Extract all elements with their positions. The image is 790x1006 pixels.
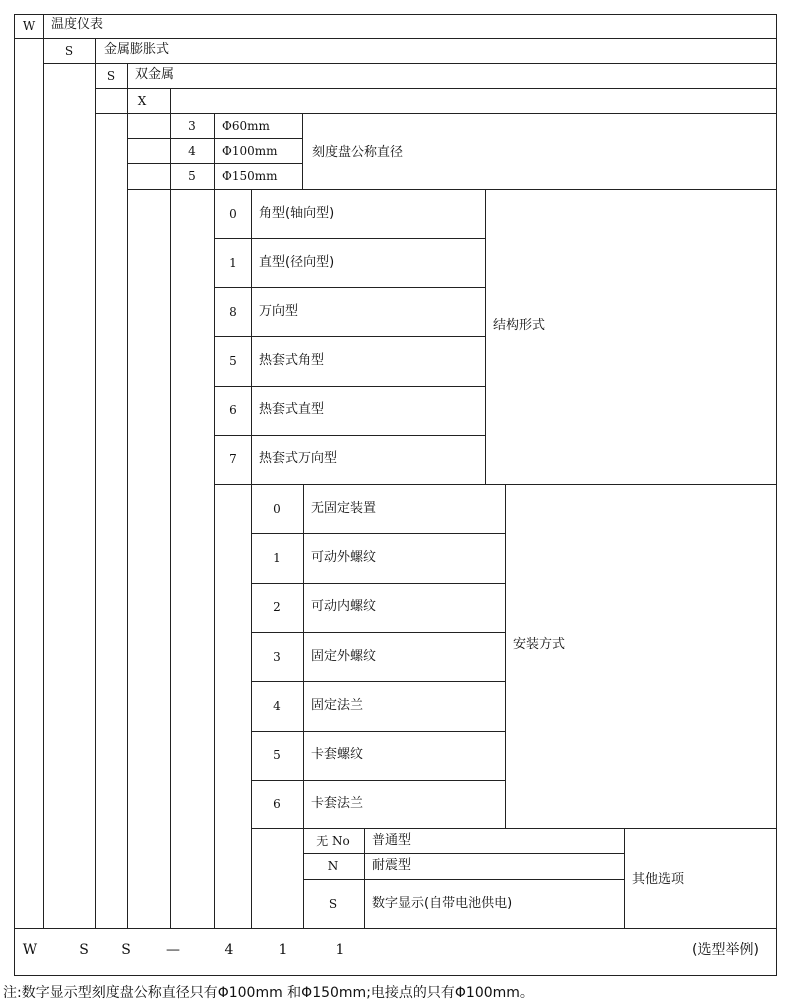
rule xyxy=(214,484,777,485)
other-code: S xyxy=(328,897,338,911)
example-label: (选型举例) xyxy=(692,942,759,958)
other-value: 数字显示(自带电池供电) xyxy=(372,896,513,911)
diameter-value: Φ60mm xyxy=(222,119,270,133)
level1-label: 温度仪表 xyxy=(51,17,104,32)
diameter-code: 4 xyxy=(188,144,196,158)
level3-code: S xyxy=(106,69,116,83)
rule xyxy=(214,386,485,387)
rule xyxy=(251,583,505,584)
example-code: 4 xyxy=(224,942,234,958)
mounting-label: 安装方式 xyxy=(513,637,566,652)
rule xyxy=(43,14,44,928)
rule xyxy=(43,63,777,64)
level2-label: 金属膨胀式 xyxy=(104,42,170,57)
structure-value: 热套式直型 xyxy=(259,402,325,417)
mounting-value: 可动外螺纹 xyxy=(311,550,377,565)
rule xyxy=(214,287,485,288)
rule xyxy=(303,484,304,928)
structure-label: 结构形式 xyxy=(493,318,546,333)
level4-code: X xyxy=(137,94,147,108)
footnote: 注:数字显示型刻度盘公称直径只有Φ100mm 和Φ150mm;电接点的只有Φ100mm。 xyxy=(3,985,534,1001)
structure-value: 热套式万向型 xyxy=(259,451,338,466)
rule xyxy=(214,238,485,239)
structure-code: 6 xyxy=(229,403,237,417)
rule xyxy=(485,189,486,484)
example-code: 1 xyxy=(335,942,345,958)
rule xyxy=(251,780,505,781)
rule xyxy=(14,38,777,39)
rule xyxy=(214,113,215,928)
other-code: N xyxy=(327,859,339,873)
rule xyxy=(364,828,365,928)
level1-code: W xyxy=(22,19,36,33)
rule xyxy=(14,928,777,929)
other-label: 其他选项 xyxy=(632,872,685,887)
diameter-value: Φ150mm xyxy=(222,169,278,183)
rule xyxy=(251,828,777,829)
mounting-code: 3 xyxy=(273,650,281,664)
mounting-code: 1 xyxy=(273,551,281,565)
mounting-value: 固定外螺纹 xyxy=(311,649,377,664)
mounting-code: 5 xyxy=(273,748,281,762)
example-code: 1 xyxy=(278,942,288,958)
other-value: 普通型 xyxy=(372,833,412,848)
rule xyxy=(14,975,777,976)
diameter-value: Φ100mm xyxy=(222,144,278,158)
diameter-label: 刻度盘公称直径 xyxy=(312,145,404,160)
other-value: 耐震型 xyxy=(372,858,412,873)
structure-code: 1 xyxy=(229,256,237,270)
diameter-code: 3 xyxy=(188,119,196,133)
mounting-value: 卡套法兰 xyxy=(311,796,364,811)
rule xyxy=(170,88,171,928)
example-code: S xyxy=(121,942,131,958)
structure-value: 角型(轴向型) xyxy=(259,206,335,221)
level3-label: 双金属 xyxy=(135,67,175,82)
rule xyxy=(303,853,624,854)
rule xyxy=(251,533,505,534)
mounting-code: 0 xyxy=(273,502,281,516)
rule xyxy=(95,38,96,928)
diameter-code: 5 xyxy=(188,169,196,183)
mounting-code: 2 xyxy=(273,600,281,614)
structure-value: 直型(径向型) xyxy=(259,255,335,270)
structure-code: 8 xyxy=(229,305,237,319)
example-code: W xyxy=(22,942,38,958)
mounting-value: 可动内螺纹 xyxy=(311,599,377,614)
structure-code: 0 xyxy=(229,207,237,221)
structure-value: 热套式角型 xyxy=(259,353,325,368)
structure-code: 7 xyxy=(229,452,237,466)
example-dash: — xyxy=(166,942,180,958)
mounting-value: 固定法兰 xyxy=(311,698,364,713)
mounting-code: 4 xyxy=(273,699,281,713)
rule xyxy=(127,189,777,190)
mounting-value: 卡套螺纹 xyxy=(311,747,364,762)
rule xyxy=(14,14,15,976)
rule xyxy=(303,879,624,880)
rule xyxy=(251,632,505,633)
mounting-value: 无固定装置 xyxy=(311,501,377,516)
mounting-code: 6 xyxy=(273,797,281,811)
rule xyxy=(251,731,505,732)
rule xyxy=(251,681,505,682)
rule xyxy=(776,14,777,976)
rule xyxy=(95,113,777,114)
example-code: S xyxy=(79,942,89,958)
rule xyxy=(624,828,625,928)
structure-code: 5 xyxy=(229,354,237,368)
level2-code: S xyxy=(64,44,74,58)
rule xyxy=(127,63,128,928)
rule xyxy=(505,484,506,828)
rule xyxy=(214,336,485,337)
rule xyxy=(214,435,485,436)
rule xyxy=(95,88,777,89)
rule xyxy=(251,189,252,928)
rule xyxy=(302,113,303,189)
rule xyxy=(14,14,777,15)
structure-value: 万向型 xyxy=(259,304,299,319)
other-code: 无 No xyxy=(316,834,350,848)
